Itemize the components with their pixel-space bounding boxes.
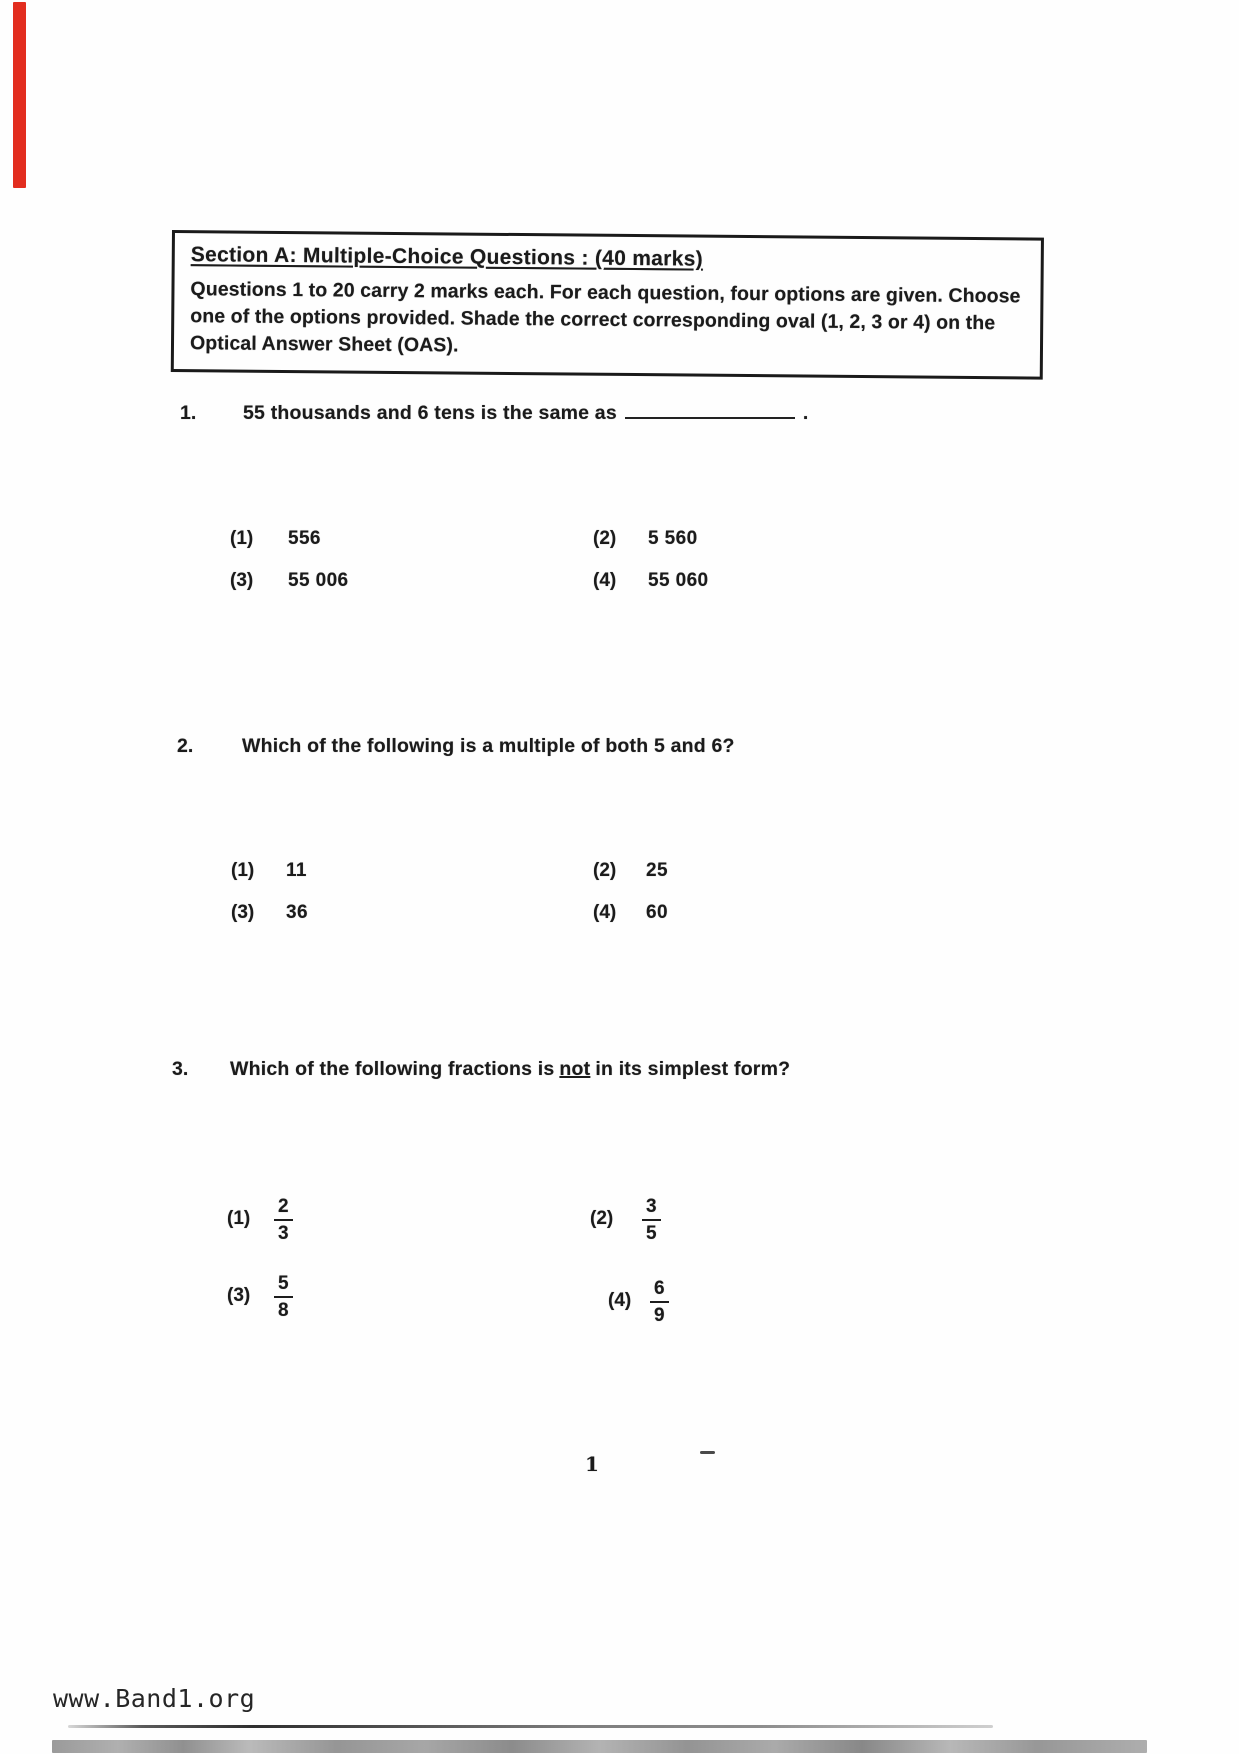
q3-option-2-numerator: 3 — [646, 1196, 657, 1217]
q3-option-1-denominator: 3 — [274, 1219, 293, 1246]
instructions-line-3: Optical Answer Sheet (OAS). — [189, 332, 459, 357]
question-3-text-before: Which of the following fractions is — [230, 1058, 555, 1080]
q3-option-4-label: (4) — [608, 1290, 632, 1311]
q3-option-2-denominator: 5 — [642, 1219, 661, 1246]
instructions-line-1: Questions 1 to 20 carry 2 marks each. For each question, four options are given. Choose — [190, 278, 1021, 308]
q3-option-4-denominator: 9 — [650, 1301, 669, 1328]
question-1-number: 1. — [180, 402, 197, 424]
question-3-text-emphasis: not — [559, 1058, 591, 1080]
q3-option-2-label: (2) — [590, 1208, 614, 1229]
q1-option-3-value: 55 006 — [288, 570, 349, 591]
scan-stray-mark — [700, 1451, 715, 1454]
q3-option-3-fraction — [274, 1272, 293, 1323]
q2-option-3-value: 36 — [286, 902, 308, 923]
q2-option-2-label: (2) — [593, 860, 617, 881]
question-3-text — [230, 1058, 790, 1081]
instructions-line-2: one of the options provided. Shade the correct corresponding oval (1, 2, 3 or 4) on the — [190, 305, 996, 335]
scan-horizontal-line-artifact — [68, 1725, 993, 1728]
q3-option-3-numerator: 5 — [278, 1273, 289, 1294]
section-instructions — [190, 276, 1027, 364]
q2-option-4-label: (4) — [593, 902, 617, 923]
q1-option-1-label: (1) — [230, 528, 254, 549]
question-3-text-after: in its simplest form? — [595, 1058, 791, 1080]
q2-option-2-value: 25 — [646, 860, 668, 881]
question-1-text-before-blank: 55 thousands and 6 tens is the same as — [243, 402, 617, 424]
q1-option-4-label: (4) — [593, 570, 617, 591]
watermark-site-url: www.Band1.org — [53, 1684, 256, 1713]
answer-blank-line — [625, 415, 795, 419]
section-title: Section A: Multiple-Choice Questions : (40 marks) — [190, 243, 704, 271]
q3-option-4-numerator: 6 — [654, 1278, 665, 1299]
section-header-box — [171, 230, 1044, 380]
scan-bottom-strip-artifact — [52, 1740, 1147, 1753]
q1-option-4-value: 55 060 — [648, 570, 709, 591]
q3-option-2-fraction — [642, 1195, 661, 1246]
q1-option-2-label: (2) — [593, 528, 617, 549]
q2-option-4-value: 60 — [646, 902, 668, 923]
question-1-text-after-blank: . — [802, 402, 809, 424]
q3-option-3-label: (3) — [227, 1285, 251, 1306]
q3-option-1-label: (1) — [227, 1208, 251, 1229]
q3-option-3-denominator: 8 — [274, 1296, 293, 1323]
q1-option-3-label: (3) — [230, 570, 254, 591]
question-2-text: Which of the following is a multiple of both 5 and 6? — [242, 735, 735, 757]
q3-option-1-numerator: 2 — [278, 1196, 289, 1217]
question-1-text — [243, 402, 809, 425]
question-2-number: 2. — [177, 735, 194, 757]
q2-option-1-value: 11 — [286, 860, 307, 881]
question-3-number: 3. — [172, 1058, 189, 1080]
q2-option-1-label: (1) — [231, 860, 255, 881]
page-number: 1 — [585, 1452, 599, 1476]
scan-red-edge-artifact — [13, 2, 26, 188]
q2-option-3-label: (3) — [231, 902, 255, 923]
q3-option-1-fraction — [274, 1195, 293, 1246]
q3-option-4-fraction — [650, 1277, 669, 1328]
q1-option-2-value: 5 560 — [648, 528, 698, 549]
q1-option-1-value: 556 — [288, 528, 321, 549]
